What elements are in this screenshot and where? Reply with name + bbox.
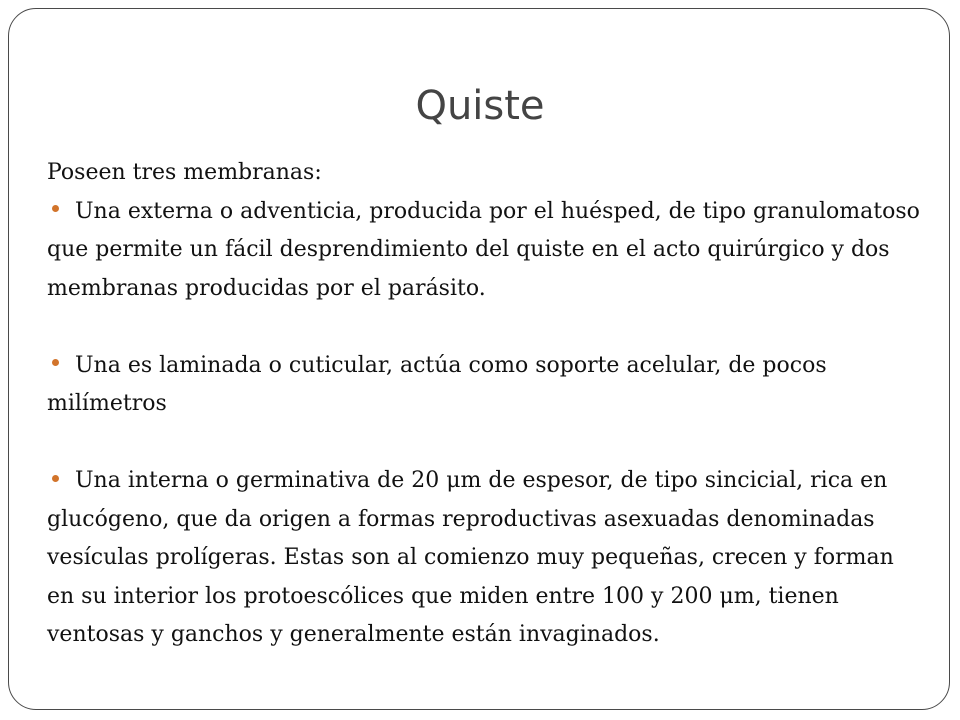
bullet-dot-icon <box>52 475 59 482</box>
bullet-item-3 <box>47 462 927 655</box>
bullet-item-2 <box>47 347 927 424</box>
bullet-text-1: Una externa o adventicia, producida por el huésped, de tipo granulomatoso que permite un fácil desprendimiento del quiste en el acto quirúrgico y dos membranas producidas por el parásito. <box>47 198 920 301</box>
bullet-item-1 <box>47 193 927 309</box>
slide-content <box>47 154 927 655</box>
intro-text: Poseen tres membranas: <box>47 160 322 185</box>
bullet-text-3: Una interna o germinativa de 20 μm de espesor, de tipo sincicial, rica en glucógeno, que da origen a formas reproductivas asexuadas denominadas vesículas prolígeras. Estas son al comienzo muy pequeñas, crecen y forman en su interior los protoescólices que miden entre 100 y 200 μm, tienen ventosas y ganchos y generalmente están invaginados. <box>47 468 894 647</box>
bullet-text-2: Una es laminada o cuticular, actúa como soporte acelular, de pocos milímetros <box>47 352 827 416</box>
bullet-dot-icon <box>52 205 59 212</box>
spacer <box>47 308 927 347</box>
slide-title: Quiste <box>415 83 545 129</box>
bullet-dot-icon <box>52 359 59 366</box>
spacer <box>47 424 927 463</box>
